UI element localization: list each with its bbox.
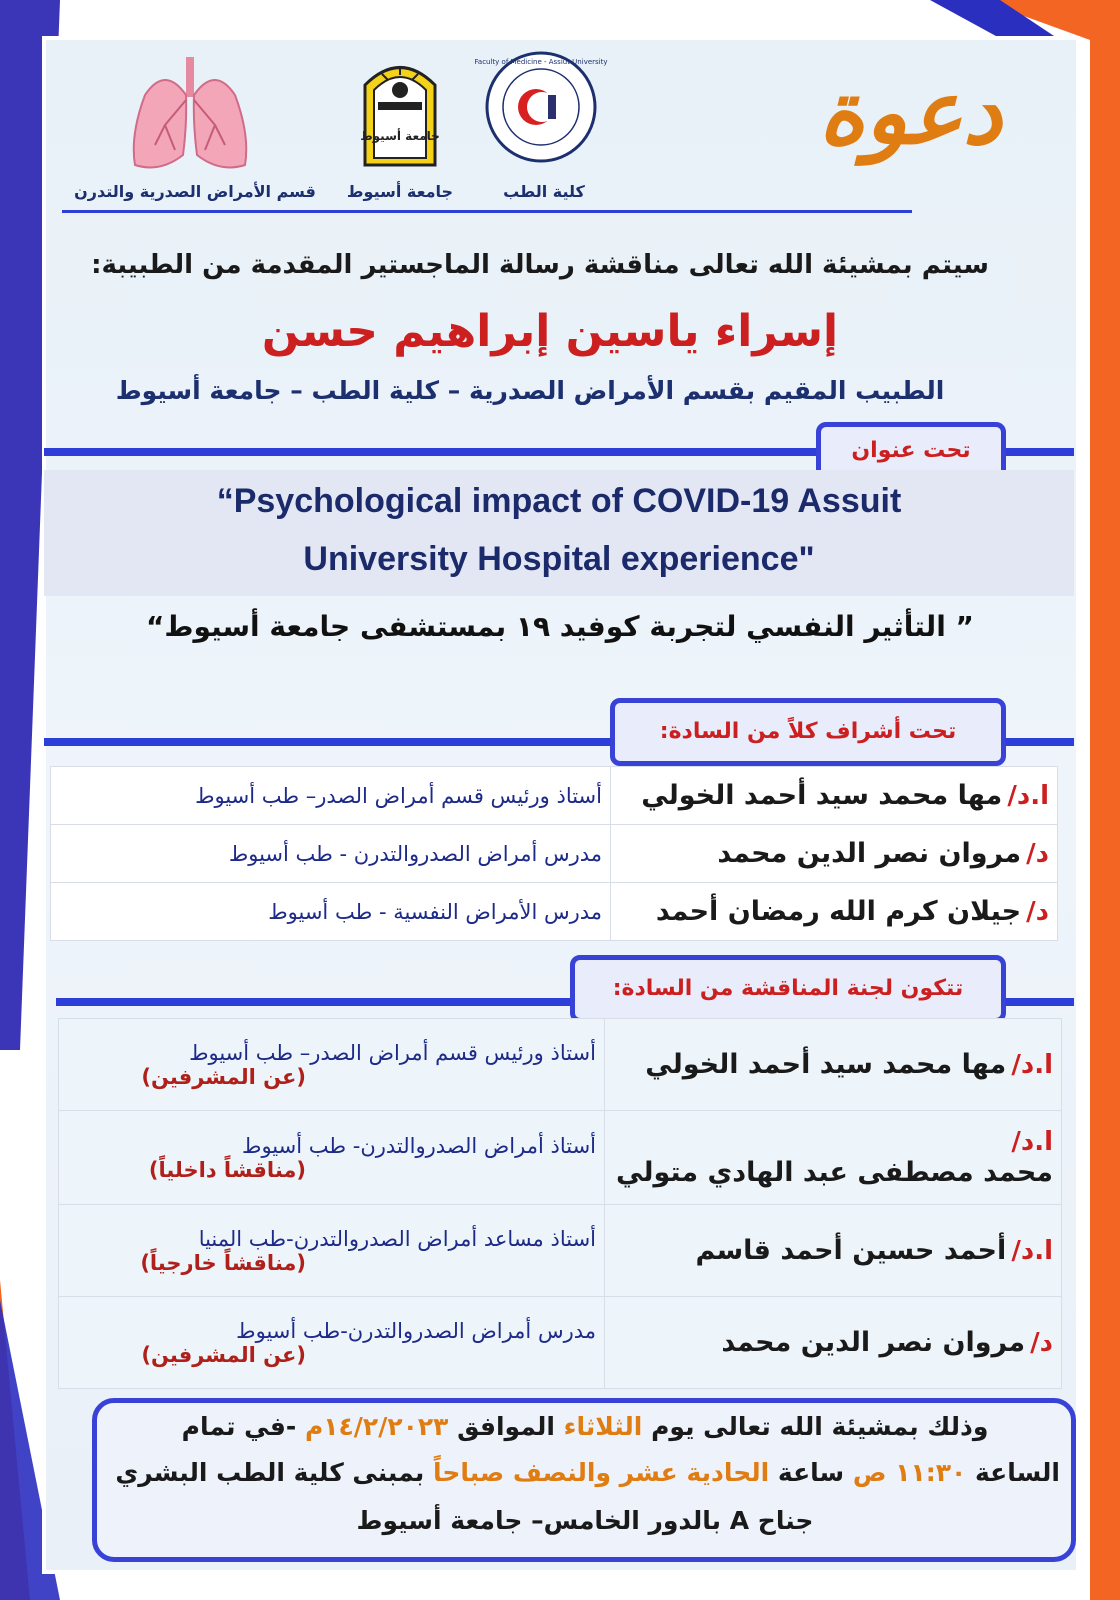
committee-member-title: أستاذ مساعد أمراض الصدروالتدرن-طب المنيا (198, 1226, 596, 1251)
footer-text: ساعة (777, 1458, 845, 1487)
assiut-university-emblem-icon (360, 50, 440, 170)
committee-member-role: (مناقشاً داخلياً) (148, 1157, 306, 1182)
footer-text: الموافق (457, 1412, 555, 1441)
event-date: ١٤/٢/٢٠٢٣م (304, 1412, 449, 1441)
table-row (59, 1019, 1062, 1111)
footer-text: الساعة (974, 1458, 1060, 1487)
header-divider (62, 210, 912, 213)
committee-member-name: مروان نصر الدين محمد (721, 1327, 1026, 1358)
event-time-words: الحادية عشر والنصف صباحاً (433, 1458, 770, 1487)
footer-line-1 (110, 1412, 1060, 1441)
footer-line-3: جناح A بالدور الخامس– جامعة أسيوط (356, 1506, 814, 1535)
thesis-label: تحت عنوان (851, 438, 971, 463)
committee-member-title: مدرس أمراض الصدروالتدرن-طب أسيوط (236, 1318, 596, 1343)
table-row (59, 1297, 1062, 1389)
thesis-title-en-line2: University Hospital experience" (303, 540, 815, 578)
emblem-text: جامعة أسيوط (360, 129, 440, 143)
lungs-icon (125, 55, 255, 175)
thesis-title-ar: ” التأثير النفسي لتجربة كوفيد ١٩ بمستشفى جامعة أسيوط“ (146, 610, 974, 643)
supervisor-name: مها محمد سيد أحمد الخولي (641, 780, 1003, 811)
name-prefix: د/ (1026, 897, 1049, 927)
table-row (51, 883, 1058, 941)
table-row (59, 1205, 1062, 1297)
supervisors-table (50, 766, 1058, 941)
footer-line-2 (110, 1458, 1060, 1487)
event-day: الثلاثاء (563, 1412, 643, 1441)
committee-member-role: (عن المشرفين) (141, 1064, 306, 1089)
committee-label: تتكون لجنة المناقشة من السادة: (612, 976, 964, 1001)
committee-member-title: أستاذ ورئيس قسم أمراض الصدر– طب أسيوط (189, 1040, 596, 1065)
logo-caption-university: جامعة أسيوط (346, 182, 454, 201)
committee-table (58, 1018, 1062, 1389)
footer-text: وذلك بمشيئة الله تعالى يوم (651, 1412, 989, 1441)
supervisor-title: أستاذ ورئيس قسم أمراض الصدر– طب أسيوط (195, 783, 602, 808)
footer-text: بمبنى كلية الطب البشري (115, 1458, 425, 1487)
faculty-of-medicine-seal-icon (474, 50, 608, 164)
intro-line: سيتم بمشيئة الله تعالى مناقشة رسالة الماجستير المقدمة من الطبيبة: (91, 250, 989, 280)
name-prefix: ا.د/ (1007, 781, 1049, 811)
thesis-title-en-line1: “Psychological impact of COVID-19 Assuit (216, 482, 902, 520)
table-row (51, 825, 1058, 883)
logo-caption-department: قسم الأمراض الصدرية والتدرن (74, 182, 316, 201)
candidate-name: إسراء ياسين إبراهيم حسن (261, 306, 839, 357)
event-time: ١١:٣٠ ص (852, 1458, 967, 1487)
supervisor-name: مروان نصر الدين محمد (717, 838, 1022, 869)
committee-member-name: محمد مصطفى عبد الهادي متولي (616, 1157, 1053, 1188)
supervisor-title: مدرس أمراض الصدروالتدرن - طب أسيوط (228, 841, 602, 866)
committee-member-name: أحمد حسين أحمد قاسم (695, 1235, 1007, 1266)
footer-text: -في تمام (181, 1412, 297, 1441)
name-prefix: ا.د/ (1011, 1236, 1053, 1266)
name-prefix: د/ (1026, 839, 1049, 869)
supervisors-label: تحت أشراف كلاً من السادة: (659, 719, 957, 744)
supervisor-name: جيلان كرم الله رمضان أحمد (655, 896, 1022, 927)
committee-member-name: مها محمد سيد أحمد الخولي (645, 1049, 1007, 1080)
name-prefix: د/ (1030, 1328, 1053, 1358)
table-row (59, 1111, 1062, 1205)
seal-ring-text: Faculty of Medicine - Assiut University (474, 58, 608, 66)
committee-member-title: أستاذ أمراض الصدروالتدرن- طب أسيوط (242, 1133, 596, 1158)
committee-member-role: (عن المشرفين) (141, 1342, 306, 1367)
name-prefix: ا.د/ (1011, 1050, 1053, 1080)
name-prefix: ا.د/ (1011, 1127, 1053, 1157)
committee-member-role: (مناقشاً خارجياً) (140, 1250, 306, 1275)
supervisor-title: مدرس الأمراض النفسية - طب أسيوط (268, 899, 602, 924)
candidate-position: الطبيب المقيم بقسم الأمراض الصدرية – كلية الطب – جامعة أسيوط (115, 376, 945, 405)
logo-caption-faculty: كلية الطب (503, 182, 585, 201)
table-row (51, 767, 1058, 825)
invitation-title: دعوة (818, 60, 1002, 164)
supervisors-label-box (610, 698, 1006, 766)
committee-label-box (570, 955, 1006, 1023)
